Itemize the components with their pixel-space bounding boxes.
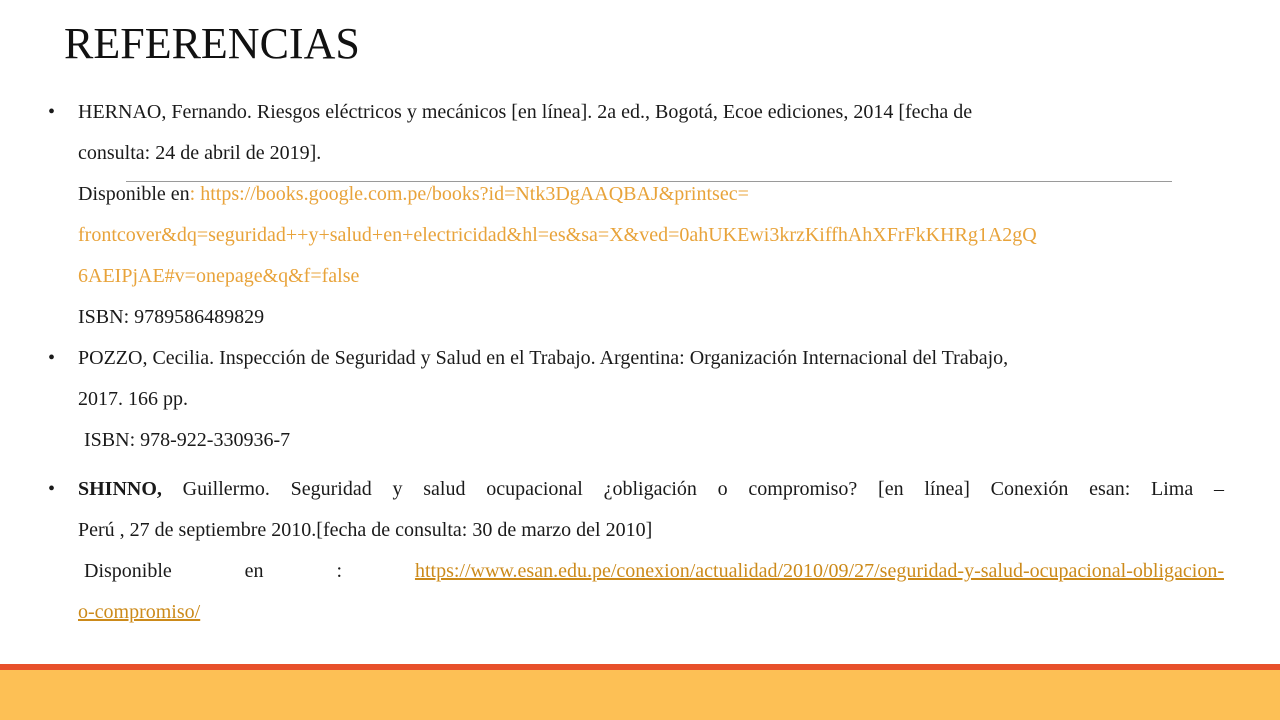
reference-text: Perú , 27 de septiembre 2010.[fecha de consulta: 30 de marzo del 2010]	[78, 519, 653, 541]
available-line: Disponible en: https://books.google.com.pe/books?id=Ntk3DgAAQBAJ&printsec=	[78, 183, 749, 205]
isbn: ISBN: 9789586489829	[78, 306, 265, 328]
author-name: SHINNO,	[78, 478, 162, 500]
reference-link[interactable]: o-compromiso/	[78, 601, 201, 623]
reference-item-pozzo	[48, 338, 1224, 461]
isbn: ISBN: 978-922-330936-7	[84, 429, 291, 451]
reference-item-hernao	[48, 92, 1224, 338]
spacer	[48, 461, 1224, 469]
bullet: •	[48, 478, 56, 500]
bullet: •	[48, 347, 56, 369]
reference-link[interactable]: https://books.google.com.pe/books?id=Ntk3DgAAQBAJ&printsec=	[200, 183, 749, 205]
reference-text-rest: Guillermo. Seguridad y salud ocupacional ¿obligación o compromiso? [en línea] Conexión esan: Lima –	[161, 478, 1224, 500]
bullet: •	[48, 101, 56, 123]
reference-link[interactable]: https://www.esan.edu.pe/conexion/actualidad/2010/09/27/seguridad-y-salud-ocupacional-obligacion-	[414, 560, 1224, 582]
reference-text: 2017. 166 pp.	[78, 388, 188, 410]
available-line	[78, 551, 1224, 592]
reference-link[interactable]: frontcover&dq=seguridad++y+salud+en+electricidad&hl=es&sa=X&ved=0ahUKEwi3krzKiffhAhXFrFkKHRg1A2gQ	[78, 224, 1037, 246]
footer-band	[0, 670, 1280, 720]
available-label: Disponible en	[78, 183, 190, 205]
reference-text: consulta: 24 de abril de 2019].	[78, 142, 322, 164]
reference-item-shinno	[48, 469, 1224, 633]
reference-text	[78, 469, 1224, 510]
available-label: Disponible en :	[84, 560, 343, 582]
reference-link-end	[78, 592, 1224, 633]
reference-link-end	[78, 256, 1224, 297]
slide-title: REFERENCIAS	[64, 19, 360, 68]
reference-text: HERNAO, Fernando. Riesgos eléctricos y mecánicos [en línea]. 2a ed., Bogotá, Ecoe ediciones, 2014 [fecha de	[78, 101, 973, 123]
references-list	[48, 92, 1224, 633]
reference-text: POZZO, Cecilia. Inspección de Seguridad y Salud en el Trabajo. Argentina: Organización Internacional del Trabajo,	[78, 347, 1009, 369]
reference-link[interactable]: 6AEIPjAE#v=onepage&q&f=false	[78, 265, 360, 287]
